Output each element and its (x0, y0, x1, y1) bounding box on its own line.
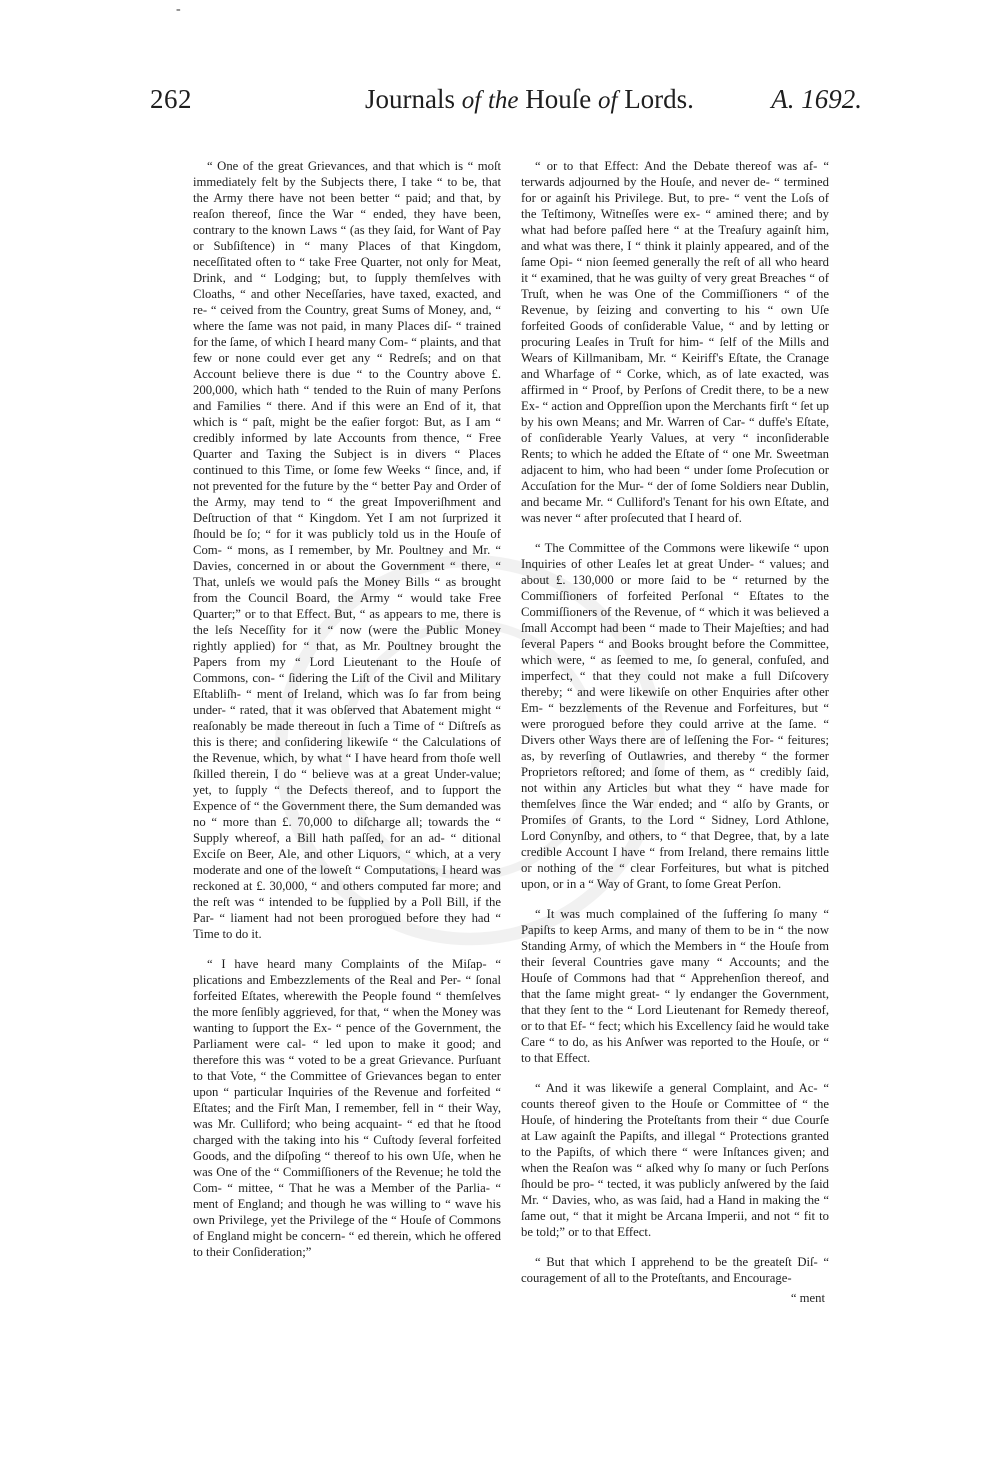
title-word: Lords. (624, 84, 694, 114)
catchword: “ ment (790, 1291, 825, 1305)
paragraph: “ But that which I apprehend to be the greateſt Diſ- “ couragement of all to the Proteſtants, and Encourage- (521, 1255, 833, 1285)
year-label: A. 1692. (771, 84, 862, 114)
title-word: of (597, 87, 618, 114)
right-column (521, 158, 833, 1306)
page-header (150, 84, 862, 124)
title-word: Houſe (525, 84, 592, 114)
text-columns (193, 158, 833, 1450)
paragraph: “ It was much complained of the ſuffering ſo many “ Papiſts to keep Arms, and many of them to be in “ the now Standing Army, of which the Members in “ the Houſe from their ſeveral Countries gave many “ Accounts; and the Houſe of Commons had that “ Apprehenſion thereof, and that the ſame might great- “ ly endanger the Government, that they ſent to the “ Lord Lieutenant for Remedy thereof, or to that Ef- “ fect; which his Excellency ſaid he would take Care “ to do, as his Anſwer was reported to the Houſe, or “ to that Effect. (521, 907, 833, 1065)
paragraph: “ One of the great Grievances, and that which is “ moſt immediately felt by the Subjects there, I take “ to be, that the Army there have not been better “ paid; and that, by reaſon thereof, ſince the War “ ended, they have been, contrary to the known Laws “ (as they ſaid, for Want of Pay or Subſiſtence) in “ many Places of that Kingdom, neceſſitated often to “ take Free Quarter, not only for Meat, Drink, and “ Lodging; but, to ſupply themſelves with Cloaths, “ and other Neceſſaries, have taxed, exacted, and re- “ ceived from the Country, great Sums of Money, and, “ where the ſame was not paid, in many Places diſ- “ trained for the ſame, of which I heard many Com- “ plaints, and that few or none could ever get any “ Redreſs; and on that Account believe there is due “ to the Country above £. 200,000, which hath “ tended to the Ruin of many Perſons and Families “ there. And if this were an End of it, that which is “ paſt, might be the eaſier forgot: But, as I am “ credibly informed by late Accounts from thence, “ Free Quarter and Taxing the Subject is in divers “ Places continued to this Time, or ſome few Weeks “ ſince, and, if not prevented for the future by the “ better Pay and Order of the Army, may tend to “ the great Impoveriſhment and Deſtruction of that “ Kingdom. Yet I am not ſurprized it ſhould be ſo; “ for it was publicly told us in the Houſe of Com- “ mons, as I remember, by Mr. Poultney and Mr. “ Davies, concerned in or about the Government “ there, “ That, unleſs we would paſs the Money Bills “ as brought from the Council Board, the Army “ would take Free Quarter;” or to that Effect. But, “ as appears to me, there is the leſs Neceſſity for it “ now (were the Public Money rightly applied) for “ that, as Mr. Poultney brought the Papers from my “ Lord Lieutenant to the Houſe of Commons, con- “ ſidering the Liſt of the Civil and Military Eſtabliſh- “ ment of Ireland, which was ſo far from being under- “ rated, that it was obſerved that Abatement might “ reaſonably be made thereout in ſuch a Time of “ Diſtreſs as this is there; and conſidering likewiſe “ the Calculations of the Revenue, which, by what “ I have heard from thoſe well ſkilled therein, I do “ believe was at a great Under-value; yet, to ſupply “ the Defects thereof, and to ſupport the Expence of “ the Government there, the Sum demanded was no “ more than £. 70,000 to diſcharge all; towards the “ Supply whereof, a Bill hath paſſed, for an ad- “ ditional Exciſe on Beer, Ale, and other Liquors, “ which, at a very moderate and one of the loweſt “ Computations, I heard was reckoned at £. 30,000, “ and others computed far more; and the reſt was “ intended to be ſupplied by a Poll Bill, if the Par- “ liament had not been prorogued before they had “ Time to do it. (193, 159, 505, 941)
left-column (193, 158, 505, 1274)
paragraph: “ And it was likewiſe a general Complaint, and Ac- “ counts thereof given to the Houſe or Committee of “ the Houſe, of hindering the Proteſtants from their “ due Courſe at Law againſt the Papiſts, and illegal “ Protections granted to the Papiſts, of which there “ were Inſtances given; and when the Reaſon was “ aſked why ſo many or ſuch Perſons ſhould be pro- “ tected, it was publicly anſwered by the ſaid Mr. “ Davies, who, as was ſaid, had a Hand in making the “ ſame out, “ that it might be Arcana Imperii, and not “ fit to be told;” or to that Effect. (521, 1081, 833, 1239)
paragraph: “ or to that Effect: And the Debate thereof was af- “ terwards adjourned by the Houſe, and never de- “ termined for or againſt his Privilege. But, to pre- “ vent the Loſs of the Teſtimony, Witneſſes were ex- “ amined there; and by what had before paſſed here “ at the Treaſury againſt him, and what was there, I “ think it plainly appeared, and of the ſame Opi- “ nion ſeemed generally the reſt of all who heard it “ examined, that he was guilty of very great Breaches “ of Truſt, when he was One of the Commiſſioners “ of the Revenue, by ſeizing and converting to his “ own Uſe forfeited Goods of conſiderable Value, “ and by letting or procuring Leaſes in Truſt for him- “ ſelf of the Mills and Wears of Killmanibam, Mr. “ Keiriff's Eſtate, the Cranage and Wharfage of “ Corke, which, as of late exacted, was affirmed in “ Proof, by Perſons of Credit there, to be a new Ex- “ action and Oppreſſion upon the Merchants firſt “ ſet up by his own Means; and Mr. Warren of Car- “ duffe's Eſtate, of conſiderable Yearly Values, at very “ inconſiderable Rents; to which he added the Eſtate of “ one Mr. Sweetman adjacent to him, who had been “ under ſome Proſecution or Accuſation for the Mur- “ der of ſome Soldiers near Dublin, and became Mr. “ Culliford's Tenant for his own Eſtate, and was never “ after proſecuted that I heard of. (521, 159, 833, 525)
title-word: the (487, 87, 519, 114)
paragraph: “ I have heard many Complaints of the Miſap- “ plications and Embezzlements of the Real and Per- “ ſonal forfeited Eſtates, wherewith the People found “ themſelves the more ſenſibly aggrieved, for that, “ when the Money was wanting to ſupport the Ex- “ pence of the Government, the Parliament were cal- “ led upon to make it good; and therefore this was “ voted to be a great Grievance. Purſuant to that Vote, “ the Committee of Grievances began to enter upon “ particular Inquiries of the Revenue and forfeited “ Eſtates; and the Firſt Man, I remember, fell in “ their Way, was Mr. Culliford; who being acquaint- “ ed that he ſtood charged with the taking into his “ Cuſtody ſeveral forfeited Goods, and the diſpoſing “ thereof to his own Uſe, when he was One of the “ Commiſſioners of the Revenue; he told the Com- “ mittee, “ That he was a Member of the Parlia- “ ment of England; and though he was willing to “ wave his own Privilege, yet the Privilege of the “ Houſe of Commons of England might be concern- “ ed therein, which he offered to their Conſideration;” (193, 957, 505, 1259)
title-word: Journals (365, 84, 455, 114)
page-number: 262 (150, 84, 192, 114)
running-title (365, 84, 694, 115)
corner-mark: - (176, 2, 181, 17)
title-word: of (461, 87, 482, 114)
paragraph: “ The Committee of the Commons were likewiſe “ upon Inquiries of other Leaſes let at great Under- “ values; and about £. 130,000 or more ſaid to be “ returned by the Commiſſioners of forfeited Perſonal “ Eſtates to the Commiſſioners of the Revenue, of “ which it was believed a ſmall Accompt had been “ made to Their Majeſties; and had ſeveral Papers “ and Books brought before the Committee, which were, “ as ſeemed to me, ſo general, confuſed, and imperfect, “ that they could not make a full Diſcovery thereby; “ and were likewiſe on other Enquiries after other Em- “ bezzlements of the Revenue and Forfeitures, but “ were prorogued before they could arrive at the ſame. “ Divers other Ways there are of leſſening the For- “ feitures; as, by reverſing of Outlawries, and thereby “ the former Proprietors reſtored; and ſome of them, as “ credibly ſaid, not within any Articles but what they “ have made for themſelves ſince the War ended; and “ alſo by Grants, or Promiſes of Grants, to the Lord “ Sidney, Lord Athlone, Lord Conynſby, and others, to “ that Degree, that, by a late credible Account I have “ from Ireland, there remains little or nothing of the “ clear Forfeitures, but what is pitched upon, or in a “ Way of Grant, to ſome Great Perſon. (521, 541, 833, 891)
